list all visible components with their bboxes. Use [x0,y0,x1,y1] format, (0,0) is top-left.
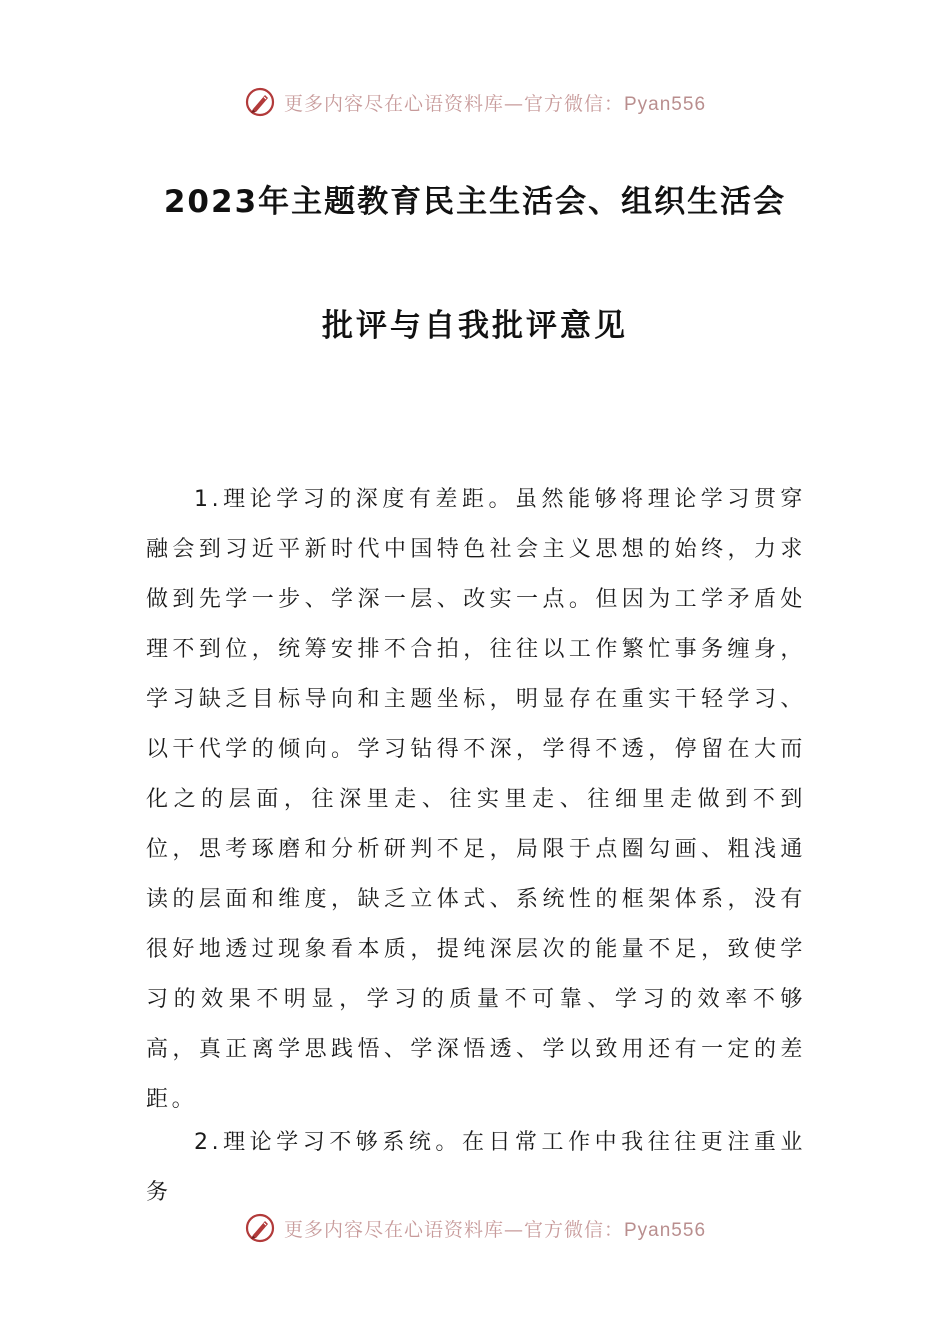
document-title-line1: 2023年主题教育民主生活会、组织生活会 [163,184,787,220]
paragraph-2: 2.理论学习不够系统。在日常工作中我往往更注重业务 [146,1130,806,1205]
footer-watermark [0,1208,950,1248]
watermark-text: 更多内容尽在心语资料库—官方微信：Pyan556 [283,92,707,115]
pen-logo-icon [244,1212,276,1244]
paragraph-1: 1.理论学习的深度有差距。虽然能够将理论学习贯穿融会到习近平新时代中国特色社会主义思想的始终，力求做到先学一步、学深一层、改实一点。但因为工学矛盾处理不到位，统筹安排不合拍，往往以工作繁忙事务缠身，学习缺乏目标导向和主题坐标，明显存在重实干轻学习、以干代学的倾向。学习钻得不深，学得不透，停留在大而化之的层面，往深里走、往实里走、往细里走做到不到位，思考琢磨和分析研判不足，局限于点圈勾画、粗浅通读的层面和维度，缺乏立体式、系统性的框架体系，没有很好地透过现象看本质，提纯深层次的能量不足，致使学习的效果不明显，学习的质量不可靠、学习的效率不够高，真正离学思践悟、学深悟透、学以致用还有一定的差距。 [146,487,806,1112]
document-title-line2: 批评与自我批评意见 [322,308,628,344]
wechat-id: Pyan556 [624,1219,707,1241]
header-watermark [0,82,950,122]
wechat-id: Pyan556 [624,93,707,115]
pen-logo-icon [244,86,276,118]
watermark-text: 更多内容尽在心语资料库—官方微信：Pyan556 [283,1218,707,1241]
